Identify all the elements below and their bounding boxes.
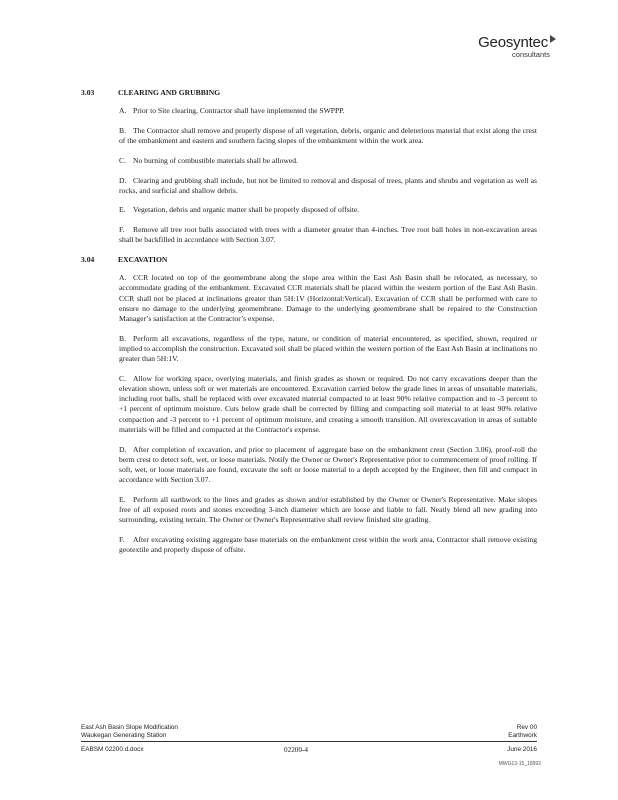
- paragraph-letter: F.: [119, 535, 125, 544]
- paragraph: [119, 374, 537, 435]
- paragraph: [119, 126, 537, 146]
- paragraph-letter: E.: [119, 494, 126, 504]
- company-logo: [478, 34, 556, 59]
- section-title: CLEARING AND GRUBBING: [118, 88, 221, 97]
- paragraph: [119, 273, 537, 324]
- logo-arrow-icon: [550, 35, 556, 43]
- paragraph-text: Clearing and grubbing shall include, but not be limited to removal and disposal of trees, plants and shrubs and vegetation as well as rocks, and surficial and shallow debris.: [119, 175, 537, 195]
- brand-subtitle: consultants: [512, 50, 550, 59]
- footer-revision: Rev 00: [516, 724, 537, 731]
- paragraph: [119, 445, 537, 486]
- paragraph-text: Prior to Site clearing, Contractor shall have implemented the SWPPP.: [133, 106, 345, 116]
- paragraph-letter: D.: [119, 444, 127, 454]
- paragraph: [119, 156, 537, 166]
- section-title: EXCAVATION: [118, 255, 168, 265]
- paragraph-letter: A.: [119, 273, 127, 283]
- paragraph-text: No burning of combustible materials shall be allowed.: [133, 155, 298, 165]
- paragraph-text: CCR located on top of the geomembrane along the slope area within the East Ash Basin shall be relocated, as necessary, to accommodate grading of the embankment. Excavated CCR materials shall be placed within the western portion of the East Ash Basin. CCR shall not be placed at inclinations greater than 5H:1V (Horizontal:Vertical). Excavation of CCR shall be performed with care to ensure no damage to the underlying geomembrane. Damage to the underlying geomembrane shall be repaired to the Construction Manager’s satisfaction at the Contractor’s expense.: [119, 273, 537, 324]
- footer-project: East Ash Basin Slope Modification: [81, 724, 178, 731]
- section-number: 3.04: [81, 255, 95, 265]
- paragraph-text: Remove all tree root balls associated with trees with a diameter greater than 4-inches. Tree root ball holes in non-excavation areas shall be backfilled in accordance with Section 3.07.: [119, 225, 537, 245]
- paragraph-letter: C.: [119, 373, 126, 383]
- paragraph-letter: E.: [119, 205, 126, 215]
- paragraph: [119, 106, 537, 116]
- paragraph: [119, 176, 537, 196]
- paragraph-letter: C.: [119, 155, 126, 165]
- paragraph: [119, 225, 537, 245]
- paragraph-text: The Contractor shall remove and properly dispose of all vegetation, debris, organic and deleterious material that exist along the crest of the embankment and eastern and southern facing slopes of the embankment within the work area.: [119, 125, 537, 146]
- bates-number: MWG13-15_18992: [498, 761, 541, 767]
- page-footer: [81, 724, 541, 767]
- footer-divider: [81, 741, 537, 742]
- footer-date: June 2016: [507, 746, 537, 753]
- paragraph-text: After excavating existing aggregate base materials on the embankment crest within the work area, Contractor shall remove existing geotextile and properly dispose of offsite.: [119, 535, 537, 555]
- paragraph-text: Allow for working space, overlying materials, and finish grades as shown or required. Do not carry excavations deeper than the elevation shown, unless soft or wet materials are encountered. Excavation carried below the grade lines in areas of unsuitable materials, including root balls, shall be replaced with over excavated material compacted to at least 90% relative compaction and to -3 percent to +1 percent of optimum moisture. Cuts below grade shall be corrected by filling and compacting soil material to at least 90% relative compaction and -3 percent to +1 percent of optimum moisture, and creating a smooth transition. All overexcavation in areas of suitable materials will be filled and compacted at the Contractor's expense.: [119, 373, 537, 434]
- paragraph-letter: D.: [119, 175, 127, 185]
- page-number: 02200-4: [284, 746, 308, 754]
- section-heading: [81, 255, 537, 265]
- paragraph-letter: B.: [119, 125, 126, 135]
- paragraph-text: Perform all excavations, regardless of the type, nature, or condition of material encountered, as specified, shown, required or implied to accomplish the construction. Excavated soil shall be placed within the western portion of the East Ash Basin at inclinations no greater than 5H:1V.: [119, 333, 537, 364]
- paragraph-text: Vegetation, debris and organic matter shall be properly disposed of offsite.: [133, 205, 360, 215]
- section-heading: [81, 88, 537, 98]
- paragraph-text: After completion of excavation, and prior to placement of aggregate base on the embankment crest (Section 3.06), proof-roll the berm crest to detect soft, wet, or loose materials. Notify the Owner or Owner's Representative prior to commencement of proof rolling. If soft, wet, or loose materials are found, excavate the soft or loose material to a depth accepted by the Engineer, then fill and compact in accordance with Section 3.07.: [119, 444, 537, 485]
- paragraph-text: Perform all earthwork to the lines and grades as shown and/or established by the Owner or Owner's Representative. Make slopes free of all exposed roots and stones exceeding 3-inch diameter which are loose and liable to fall. Neatly blend all new grading into surrounding, existing terrain. The Owner or Owner's Representative shall review finished site grading.: [119, 494, 537, 525]
- document-body: [81, 88, 537, 565]
- paragraph-letter: A.: [119, 106, 127, 116]
- paragraph: [119, 205, 537, 215]
- brand-name: Geosyntec: [478, 34, 548, 51]
- footer-station: Waukegan Generating Station: [81, 732, 167, 739]
- section-number: 3.03: [81, 88, 95, 97]
- paragraph-letter: F.: [119, 225, 125, 235]
- footer-section: Earthwork: [508, 732, 537, 739]
- paragraph: [119, 535, 537, 555]
- paragraph: [119, 495, 537, 526]
- paragraph: [119, 334, 537, 365]
- footer-file: EABSM 02200.d.docx: [81, 746, 144, 753]
- paragraph-letter: B.: [119, 333, 126, 343]
